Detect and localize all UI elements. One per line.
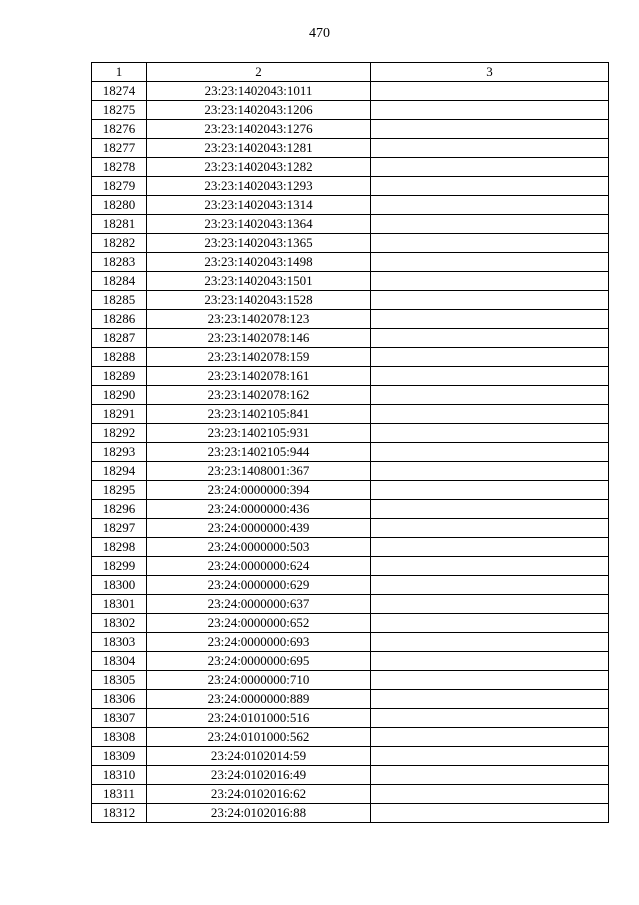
table-cell-col-1: 18304	[92, 652, 147, 671]
table-row	[92, 310, 609, 329]
table-header	[92, 63, 609, 82]
table-row	[92, 120, 609, 139]
table-row	[92, 500, 609, 519]
page-number: 470	[309, 26, 330, 41]
table-cell-col-3	[371, 557, 609, 576]
table-cell-col-2: 23:23:1402078:159	[147, 348, 371, 367]
table-cell-col-2: 23:24:0000000:710	[147, 671, 371, 690]
table-cell-col-2: 23:23:1402043:1314	[147, 196, 371, 215]
table-cell-col-1: 18305	[92, 671, 147, 690]
table-cell-col-2: 23:23:1402105:944	[147, 443, 371, 462]
table-cell-col-2: 23:23:1402043:1282	[147, 158, 371, 177]
table-cell-col-3	[371, 519, 609, 538]
table-row	[92, 747, 609, 766]
table-cell-col-1: 18294	[92, 462, 147, 481]
table-cell-col-1: 18307	[92, 709, 147, 728]
table-cell-col-1: 18280	[92, 196, 147, 215]
registry-table	[91, 62, 609, 823]
table-cell-col-3	[371, 785, 609, 804]
table-cell-col-1: 18298	[92, 538, 147, 557]
table-cell-col-3	[371, 177, 609, 196]
table-row	[92, 595, 609, 614]
table-row	[92, 671, 609, 690]
table-cell-col-2: 23:23:1402043:1528	[147, 291, 371, 310]
table-row	[92, 291, 609, 310]
table-cell-col-2: 23:23:1402078:161	[147, 367, 371, 386]
table-row	[92, 234, 609, 253]
table-cell-col-3	[371, 139, 609, 158]
table-cell-col-2: 23:24:0102016:49	[147, 766, 371, 785]
table-cell-col-3	[371, 291, 609, 310]
column-header-3: 3	[371, 63, 609, 82]
table-cell-col-2: 23:24:0000000:695	[147, 652, 371, 671]
table-cell-col-1: 18276	[92, 120, 147, 139]
table-cell-col-2: 23:23:1402043:1011	[147, 82, 371, 101]
table-cell-col-1: 18301	[92, 595, 147, 614]
table-cell-col-1: 18293	[92, 443, 147, 462]
header-row	[92, 63, 609, 82]
table-cell-col-1: 18286	[92, 310, 147, 329]
table-cell-col-1: 18302	[92, 614, 147, 633]
table-cell-col-1: 18310	[92, 766, 147, 785]
table-cell-col-3	[371, 671, 609, 690]
column-header-2: 2	[147, 63, 371, 82]
table-row	[92, 177, 609, 196]
table-cell-col-1: 18279	[92, 177, 147, 196]
table-cell-col-3	[371, 747, 609, 766]
table-cell-col-2: 23:24:0102014:59	[147, 747, 371, 766]
table-row	[92, 253, 609, 272]
table-cell-col-2: 23:24:0000000:624	[147, 557, 371, 576]
table-cell-col-3	[371, 272, 609, 291]
table-row	[92, 424, 609, 443]
table-row	[92, 272, 609, 291]
table-cell-col-1: 18274	[92, 82, 147, 101]
table-row	[92, 804, 609, 823]
table-cell-col-1: 18291	[92, 405, 147, 424]
table-row	[92, 329, 609, 348]
table-row	[92, 462, 609, 481]
table-cell-col-2: 23:23:1402043:1364	[147, 215, 371, 234]
table-cell-col-1: 18289	[92, 367, 147, 386]
table-cell-col-1: 18311	[92, 785, 147, 804]
table-cell-col-1: 18284	[92, 272, 147, 291]
table-row	[92, 709, 609, 728]
table-row	[92, 82, 609, 101]
table-row	[92, 405, 609, 424]
table-cell-col-1: 18278	[92, 158, 147, 177]
table-cell-col-3	[371, 120, 609, 139]
table-row	[92, 443, 609, 462]
table-cell-col-1: 18283	[92, 253, 147, 272]
table-cell-col-3	[371, 500, 609, 519]
table-cell-col-3	[371, 329, 609, 348]
table-cell-col-3	[371, 728, 609, 747]
table-row	[92, 348, 609, 367]
table-cell-col-2: 23:23:1402078:123	[147, 310, 371, 329]
table-cell-col-2: 23:23:1402078:146	[147, 329, 371, 348]
table-cell-col-2: 23:24:0102016:88	[147, 804, 371, 823]
table-row	[92, 158, 609, 177]
table-cell-col-2: 23:24:0000000:503	[147, 538, 371, 557]
table-cell-col-3	[371, 576, 609, 595]
table-cell-col-3	[371, 196, 609, 215]
table-cell-col-1: 18296	[92, 500, 147, 519]
table-cell-col-3	[371, 690, 609, 709]
column-header-1: 1	[92, 63, 147, 82]
table-cell-col-3	[371, 614, 609, 633]
table-cell-col-1: 18297	[92, 519, 147, 538]
table-cell-col-1: 18300	[92, 576, 147, 595]
table-cell-col-2: 23:23:1402105:841	[147, 405, 371, 424]
table-row	[92, 690, 609, 709]
table-row	[92, 538, 609, 557]
table-cell-col-1: 18308	[92, 728, 147, 747]
table-cell-col-2: 23:23:1402043:1498	[147, 253, 371, 272]
table-cell-col-3	[371, 804, 609, 823]
table-cell-col-2: 23:23:1402043:1365	[147, 234, 371, 253]
table-row	[92, 101, 609, 120]
table-cell-col-1: 18299	[92, 557, 147, 576]
table-cell-col-1: 18312	[92, 804, 147, 823]
table-row	[92, 367, 609, 386]
table-row	[92, 728, 609, 747]
table-cell-col-3	[371, 405, 609, 424]
table-cell-col-1: 18282	[92, 234, 147, 253]
table-cell-col-3	[371, 633, 609, 652]
table-cell-col-3	[371, 348, 609, 367]
table-cell-col-1: 18290	[92, 386, 147, 405]
table-cell-col-3	[371, 595, 609, 614]
table-cell-col-3	[371, 215, 609, 234]
table-cell-col-1: 18277	[92, 139, 147, 158]
table-cell-col-1: 18295	[92, 481, 147, 500]
table-cell-col-3	[371, 158, 609, 177]
table-cell-col-3	[371, 82, 609, 101]
table-row	[92, 614, 609, 633]
table-cell-col-2: 23:23:1402043:1501	[147, 272, 371, 291]
table-cell-col-2: 23:23:1408001:367	[147, 462, 371, 481]
table-cell-col-2: 23:24:0102016:62	[147, 785, 371, 804]
table-cell-col-3	[371, 424, 609, 443]
table-row	[92, 481, 609, 500]
table-cell-col-2: 23:23:1402105:931	[147, 424, 371, 443]
table-row	[92, 557, 609, 576]
table-cell-col-2: 23:24:0000000:889	[147, 690, 371, 709]
table-cell-col-2: 23:24:0000000:652	[147, 614, 371, 633]
table-row	[92, 386, 609, 405]
table-cell-col-1: 18281	[92, 215, 147, 234]
table-cell-col-1: 18306	[92, 690, 147, 709]
table-cell-col-1: 18309	[92, 747, 147, 766]
table-row	[92, 766, 609, 785]
table-cell-col-2: 23:24:0000000:394	[147, 481, 371, 500]
table-cell-col-2: 23:23:1402078:162	[147, 386, 371, 405]
table-cell-col-2: 23:24:0000000:629	[147, 576, 371, 595]
table-cell-col-2: 23:23:1402043:1293	[147, 177, 371, 196]
table-cell-col-3	[371, 234, 609, 253]
table-row	[92, 519, 609, 538]
table-body	[92, 82, 609, 823]
table-row	[92, 633, 609, 652]
table-cell-col-2: 23:24:0000000:439	[147, 519, 371, 538]
table-cell-col-3	[371, 652, 609, 671]
table-cell-col-3	[371, 310, 609, 329]
table-cell-col-2: 23:24:0101000:516	[147, 709, 371, 728]
table-row	[92, 139, 609, 158]
table-row	[92, 196, 609, 215]
table-cell-col-2: 23:24:0000000:693	[147, 633, 371, 652]
table-cell-col-2: 23:23:1402043:1281	[147, 139, 371, 158]
table-cell-col-1: 18292	[92, 424, 147, 443]
table-cell-col-3	[371, 766, 609, 785]
table-cell-col-2: 23:23:1402043:1206	[147, 101, 371, 120]
table-cell-col-3	[371, 481, 609, 500]
table-cell-col-3	[371, 443, 609, 462]
table-cell-col-1: 18303	[92, 633, 147, 652]
table-cell-col-3	[371, 101, 609, 120]
table-cell-col-3	[371, 538, 609, 557]
table-cell-col-3	[371, 386, 609, 405]
table-row	[92, 215, 609, 234]
table-cell-col-1: 18275	[92, 101, 147, 120]
table-cell-col-3	[371, 253, 609, 272]
table-cell-col-3	[371, 462, 609, 481]
table-cell-col-2: 23:24:0101000:562	[147, 728, 371, 747]
table-row	[92, 785, 609, 804]
table-cell-col-3	[371, 367, 609, 386]
table-cell-col-1: 18288	[92, 348, 147, 367]
table-cell-col-2: 23:24:0000000:436	[147, 500, 371, 519]
table-row	[92, 576, 609, 595]
table-cell-col-2: 23:24:0000000:637	[147, 595, 371, 614]
table-cell-col-1: 18285	[92, 291, 147, 310]
table-cell-col-1: 18287	[92, 329, 147, 348]
table-cell-col-2: 23:23:1402043:1276	[147, 120, 371, 139]
table-row	[92, 652, 609, 671]
table-cell-col-3	[371, 709, 609, 728]
